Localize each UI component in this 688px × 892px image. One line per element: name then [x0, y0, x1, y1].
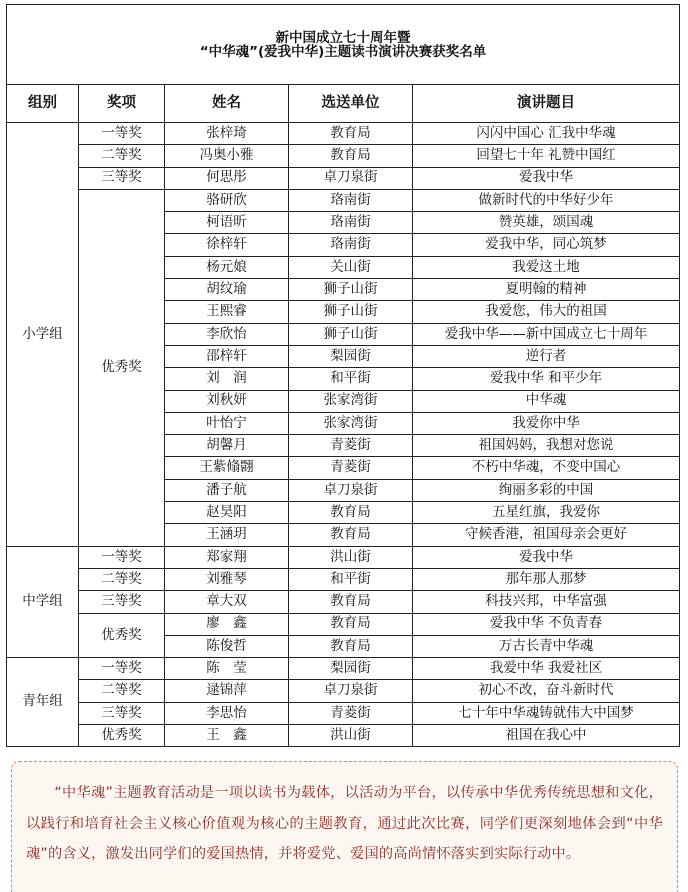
name-cell: 徐梓轩 [165, 234, 289, 256]
name-cell: 刘雅琴 [165, 568, 289, 590]
table-row [7, 702, 680, 724]
topic-cell: 赞英雄，颂国魂 [413, 212, 680, 234]
unit-cell: 卓刀泉街 [289, 680, 413, 702]
topic-cell: 爱我中华 不负青春 [413, 613, 680, 635]
topic-cell: 绚丽多彩的中国 [413, 479, 680, 501]
name-cell: 王涵玥 [165, 524, 289, 546]
topic-cell: 祖国在我心中 [413, 725, 680, 747]
unit-cell: 关山街 [289, 256, 413, 278]
topic-cell: 做新时代的中华好少年 [413, 189, 680, 211]
group-cell: 小学组 [7, 123, 79, 547]
topic-cell: 爱我中华 [413, 546, 680, 568]
header-topic: 演讲题目 [413, 85, 680, 123]
table-row [7, 591, 680, 613]
group-cell: 青年组 [7, 658, 79, 747]
topic-cell: 爱我中华，同心筑梦 [413, 234, 680, 256]
name-cell: 潘子航 [165, 479, 289, 501]
table-row [7, 725, 680, 747]
table-row [7, 568, 680, 590]
name-cell: 胡纹瑜 [165, 279, 289, 301]
name-cell: 赵昊阳 [165, 502, 289, 524]
topic-cell: 万古长青中华魂 [413, 635, 680, 657]
title-line-2: “中华魂”(爱我中华)主题读书演讲决赛获奖名单 [199, 43, 487, 60]
name-cell: 王熙睿 [165, 301, 289, 323]
group-cell: 中学组 [7, 546, 79, 657]
topic-cell: 不朽中华魂，不变中国心 [413, 457, 680, 479]
header-name: 姓名 [165, 85, 289, 123]
name-cell: 胡馨月 [165, 435, 289, 457]
topic-cell: 夏明翰的精神 [413, 279, 680, 301]
header-group: 组别 [7, 85, 79, 123]
unit-cell: 珞南街 [289, 189, 413, 211]
award-cell: 一等奖 [79, 123, 165, 145]
name-cell: 王 鑫 [165, 725, 289, 747]
unit-cell: 教育局 [289, 123, 413, 145]
unit-cell: 教育局 [289, 635, 413, 657]
topic-cell: 初心不改，奋斗新时代 [413, 680, 680, 702]
award-cell: 一等奖 [79, 546, 165, 568]
summary-note-text: “中华魂”主题教育活动是一项以读书为载体，以活动为平台，以传承中华优秀传统思想和文化，以践行和培育社会主义核心价值观为核心的主题教育，通过此次比赛，同学们更深刻地体会到“中华魂”的含义，激发出同学们的爱国热情，并将爱党、爱国的高尚情怀落实到实际行动中。 [26, 785, 663, 862]
table-row [7, 167, 680, 189]
unit-cell: 卓刀泉街 [289, 479, 413, 501]
unit-cell: 青菱街 [289, 435, 413, 457]
table-row [7, 658, 680, 680]
topic-cell: 我爱您，伟大的祖国 [413, 301, 680, 323]
name-cell: 李思怡 [165, 702, 289, 724]
topic-cell: 科技兴邦，中华富强 [413, 591, 680, 613]
name-cell: 张梓琦 [165, 123, 289, 145]
name-cell: 刘秋妍 [165, 390, 289, 412]
unit-cell: 教育局 [289, 145, 413, 167]
table-row [7, 145, 680, 167]
unit-cell: 和平街 [289, 568, 413, 590]
name-cell: 邵梓轩 [165, 345, 289, 367]
award-cell: 优秀奖 [79, 613, 165, 658]
topic-cell: 五星红旗，我爱你 [413, 502, 680, 524]
award-list-table [6, 4, 680, 747]
topic-cell: 我爱你中华 [413, 412, 680, 434]
table-row [7, 123, 680, 145]
topic-cell: 爱我中华 [413, 167, 680, 189]
topic-cell: 回望七十年 礼赞中国红 [413, 145, 680, 167]
name-cell: 柯语昕 [165, 212, 289, 234]
topic-cell: 闪闪中国心 汇我中华魂 [413, 123, 680, 145]
unit-cell: 洪山街 [289, 546, 413, 568]
award-cell: 二等奖 [79, 568, 165, 590]
name-cell: 刘 润 [165, 368, 289, 390]
topic-cell: 守候香港，祖国母亲会更好 [413, 524, 680, 546]
table-row [7, 680, 680, 702]
unit-cell: 青菱街 [289, 702, 413, 724]
topic-cell: 逆行者 [413, 345, 680, 367]
topic-cell: 我爱这土地 [413, 256, 680, 278]
topic-cell: 那年那人那梦 [413, 568, 680, 590]
title-line-1: 新中国成立七十周年暨 [275, 30, 411, 46]
unit-cell: 狮子山街 [289, 323, 413, 345]
topic-cell: 中华魂 [413, 390, 680, 412]
unit-cell: 狮子山街 [289, 279, 413, 301]
unit-cell: 青菱街 [289, 457, 413, 479]
header-row [7, 85, 680, 123]
name-cell: 廖 鑫 [165, 613, 289, 635]
topic-cell: 爱我中华——新中国成立七十周年 [413, 323, 680, 345]
unit-cell: 卓刀泉街 [289, 167, 413, 189]
name-cell: 逯锦萍 [165, 680, 289, 702]
unit-cell: 张家湾街 [289, 390, 413, 412]
header-award: 奖项 [79, 85, 165, 123]
award-table-body [7, 123, 680, 747]
name-cell: 骆研欣 [165, 189, 289, 211]
header-unit: 选送单位 [289, 85, 413, 123]
unit-cell: 张家湾街 [289, 412, 413, 434]
topic-cell: 祖国妈妈，我想对您说 [413, 435, 680, 457]
unit-cell: 教育局 [289, 591, 413, 613]
name-cell: 陈俊哲 [165, 635, 289, 657]
award-cell: 二等奖 [79, 680, 165, 702]
topic-cell: 爱我中华 和平少年 [413, 368, 680, 390]
unit-cell: 梨园街 [289, 658, 413, 680]
table-row [7, 189, 680, 211]
table-row [7, 546, 680, 568]
award-cell: 三等奖 [79, 167, 165, 189]
unit-cell: 珞南街 [289, 212, 413, 234]
unit-cell: 和平街 [289, 368, 413, 390]
award-cell: 优秀奖 [79, 725, 165, 747]
unit-cell: 梨园街 [289, 345, 413, 367]
name-cell: 章大双 [165, 591, 289, 613]
unit-cell: 教育局 [289, 524, 413, 546]
name-cell: 何思彤 [165, 167, 289, 189]
summary-note-box [11, 761, 678, 892]
unit-cell: 洪山街 [289, 725, 413, 747]
unit-cell: 教育局 [289, 502, 413, 524]
name-cell: 陈 莹 [165, 658, 289, 680]
award-cell: 优秀奖 [79, 189, 165, 546]
unit-cell: 狮子山街 [289, 301, 413, 323]
topic-cell: 七十年中华魂铸就伟大中国梦 [413, 702, 680, 724]
award-cell: 三等奖 [79, 591, 165, 613]
award-cell: 三等奖 [79, 702, 165, 724]
name-cell: 李欣怡 [165, 323, 289, 345]
unit-cell: 珞南街 [289, 234, 413, 256]
name-cell: 王紫翛翾 [165, 457, 289, 479]
table-title [7, 5, 680, 85]
topic-cell: 我爱中华 我爱社区 [413, 658, 680, 680]
name-cell: 杨元娘 [165, 256, 289, 278]
table-row [7, 613, 680, 635]
name-cell: 郑家翔 [165, 546, 289, 568]
name-cell: 叶怡宁 [165, 412, 289, 434]
award-cell: 二等奖 [79, 145, 165, 167]
award-cell: 一等奖 [79, 658, 165, 680]
name-cell: 冯奥小雅 [165, 145, 289, 167]
unit-cell: 教育局 [289, 613, 413, 635]
